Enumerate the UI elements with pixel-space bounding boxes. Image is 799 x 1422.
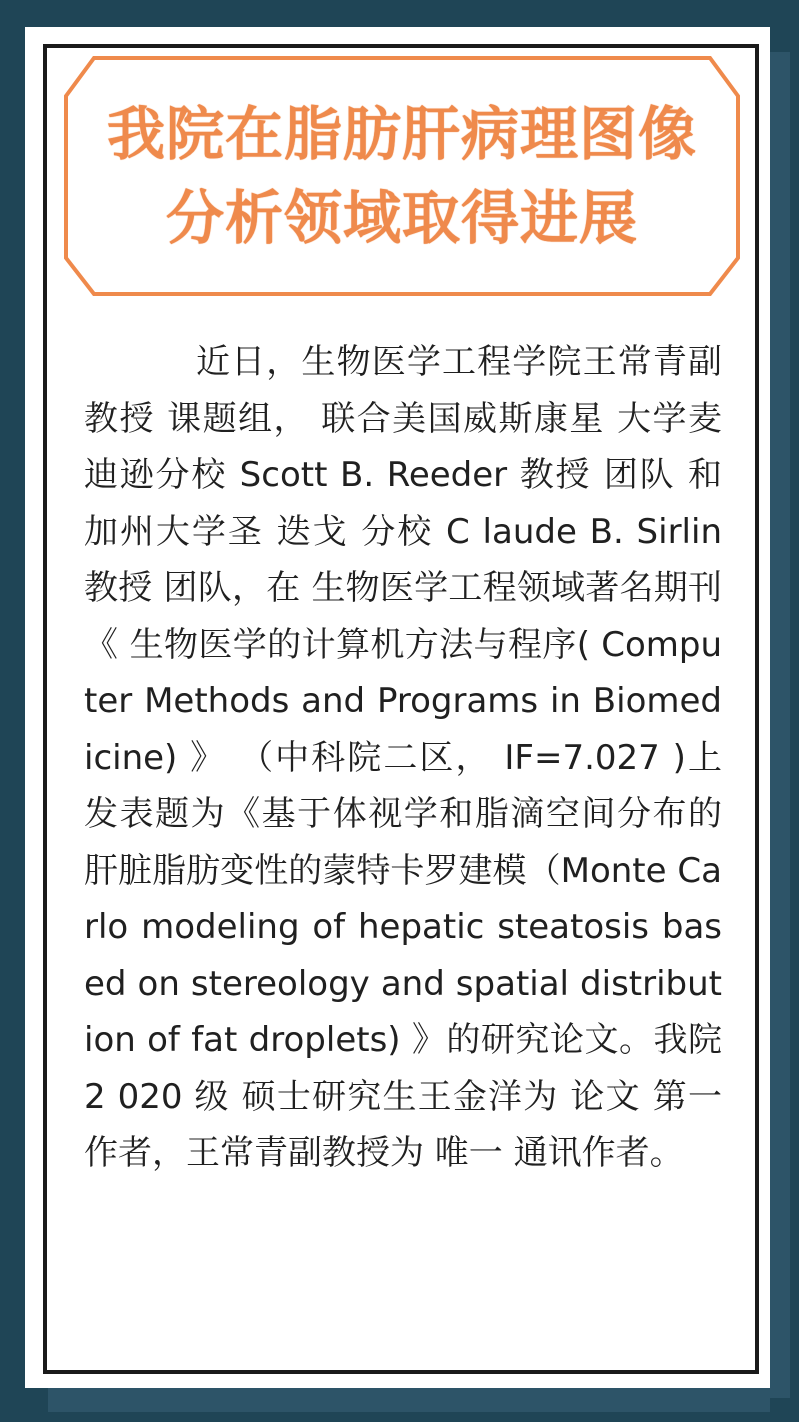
page-title: 我院在脂肪肝病理图像分析领域取得进展	[106, 100, 697, 252]
background-shadow-side	[770, 52, 790, 1398]
title-badge	[64, 56, 740, 296]
background-shadow-bottom	[48, 1388, 770, 1412]
article-body: 近日，生物医学工程学院王常青副教授 课题组， 联合美国威斯康星 大学麦迪逊分校 Scott B. Reeder 教授 团队 和 加州大学圣 迭戈 分校 C laude B. Sirlin 教授 团队，在 生物医学工程领域著名期刊 《 生物医学的计算机方法与程序( Computer Methods and Programs in Biomedicine) 》 （中科院二区， IF=7.027 )上发表题为《基于体视学和脂滴空间分布的肝脏脂肪变性的蒙特卡罗建模（Monte Carlo modeling of hepatic steatosis based on stereology and spatial distribution of fat droplets) 》的研究论文。我院2 020 级 硕士研究生王金洋为 论文 第一作者，王常青副教授为 唯一 通讯作者。	[84, 342, 722, 1173]
